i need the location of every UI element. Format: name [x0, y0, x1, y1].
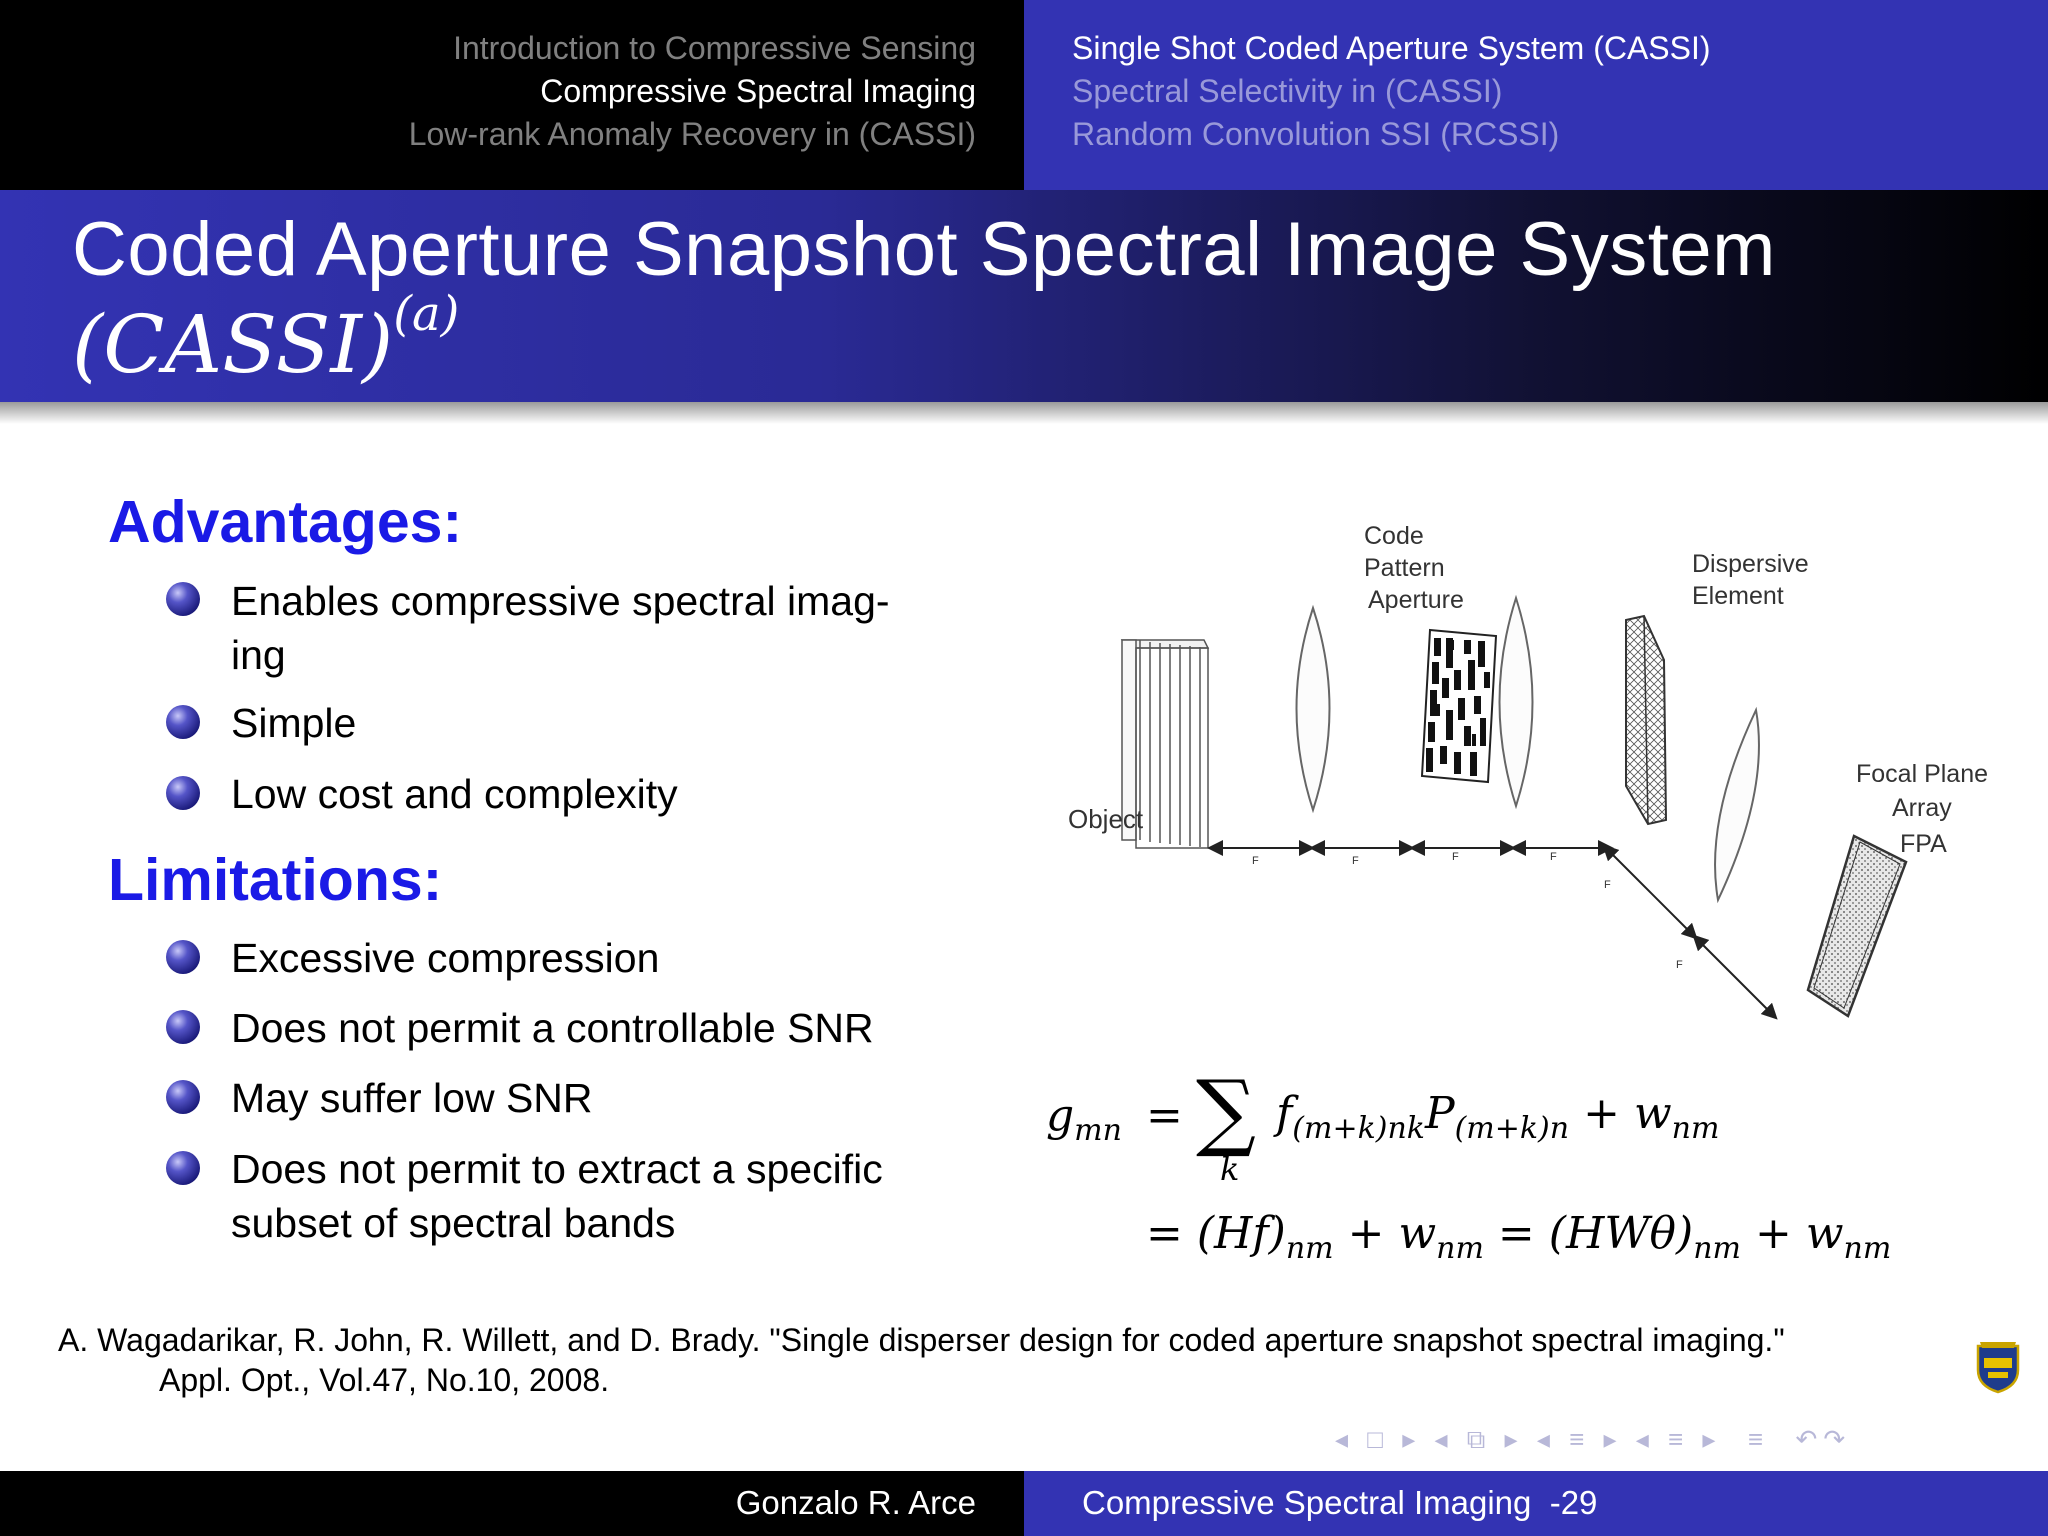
advantage-item: Simple — [231, 700, 357, 746]
footer-right — [1024, 1471, 2048, 1536]
fpa-label: FPA — [1900, 830, 1947, 858]
lens-icon — [1500, 598, 1533, 806]
frame-title-acronym: (CASSI)$^{(a)}$ — [72, 286, 460, 391]
dispersive-element-icon — [1626, 616, 1666, 824]
bullet-icon — [166, 705, 200, 739]
section-nav — [0, 0, 1024, 190]
frame-title-bar — [0, 190, 2048, 402]
bullet-icon — [166, 776, 200, 810]
citation-line-1: A. Wagadarikar, R. John, R. Willett, and D. Brady. "Single disperser design for coded aperture snapshot spectral imaging." — [58, 1322, 1785, 1358]
array-label: Array — [1892, 794, 1952, 822]
advantage-item: Enables compressive spectral imag- ing — [231, 578, 890, 678]
focal-f-label: F — [1352, 855, 1359, 867]
nav-subsection-rcssi[interactable]: Random Convolution SSI (RCSSI) — [1072, 116, 1560, 152]
limitation-item: Does not permit to extract a specific subset of spectral bands — [231, 1146, 883, 1246]
dispersive-label: Dispersive — [1692, 550, 1809, 578]
code-label: Code — [1364, 522, 1424, 550]
focal-distance-arrows — [1215, 848, 1772, 1014]
nav-subsection-current[interactable]: Single Shot Coded Aperture System (CASSI) — [1072, 30, 1711, 66]
limitation-item: Excessive compression — [231, 935, 660, 981]
title-shadow — [0, 402, 2048, 424]
equation-equals: = — [1146, 1090, 1183, 1141]
focal-f-label: F — [1550, 851, 1557, 863]
focal-plane-label: Focal Plane — [1856, 760, 1989, 788]
nav-section-current[interactable]: Compressive Spectral Imaging — [540, 73, 976, 109]
element-label: Element — [1692, 582, 1784, 610]
reference-citation — [58, 1320, 1785, 1400]
focal-f-label: F — [1604, 879, 1611, 891]
bullet-icon — [166, 582, 200, 616]
beamer-navigation-symbols[interactable]: ◂ □ ▸ ◂ ⧉ ▸ ◂ ≡ ▸ ◂ ≡ ▸ ≡ ↶↷ — [1335, 1424, 1852, 1454]
footer-title: Compressive Spectral Imaging -29 — [1082, 1484, 1598, 1521]
object-label: Object — [1068, 804, 1144, 834]
lens-icon — [1297, 608, 1330, 810]
page-number: -29 — [1549, 1484, 1598, 1521]
cassi-optical-diagram — [1050, 520, 2010, 1030]
bullet-icon — [166, 1151, 200, 1185]
equation-rhs: $f_{(m+k)nk}P_{(m+k)n} + w_{nm}$ — [1276, 1088, 1720, 1146]
summation-index: k — [1220, 1150, 1240, 1188]
bullet-icon — [166, 1010, 200, 1044]
focal-f-label: F — [1252, 855, 1259, 867]
aperture-label: Aperture — [1368, 586, 1464, 614]
footer-left — [0, 1471, 1024, 1536]
focal-f-label: F — [1676, 959, 1683, 971]
frame-title: Coded Aperture Snapshot Spectral Image System — [72, 207, 1776, 292]
equation-lhs: $g_{mn}$ — [1046, 1090, 1122, 1148]
bullet-icon — [166, 940, 200, 974]
citation-line-2: Appl. Opt., Vol.47, No.10, 2008. — [159, 1362, 610, 1398]
footer-author: Gonzalo R. Arce — [735, 1484, 976, 1521]
nav-section-lowrank[interactable]: Low-rank Anomaly Recovery in (CASSI) — [408, 116, 976, 152]
nav-subsection-selectivity[interactable]: Spectral Selectivity in (CASSI) — [1072, 73, 1503, 109]
limitation-item: May suffer low SNR — [231, 1075, 593, 1121]
advantage-item: Low cost and complexity — [231, 771, 678, 817]
focal-f-label: F — [1452, 851, 1459, 863]
coded-aperture-icon — [1422, 630, 1496, 782]
advantages-heading: Advantages: — [108, 489, 463, 555]
summation-symbol: ∑ — [1196, 1062, 1256, 1160]
nav-section-intro[interactable]: Introduction to Compressive Sensing — [453, 30, 976, 66]
limitation-item: Does not permit a controllable SNR — [231, 1005, 874, 1051]
lens-icon — [1715, 710, 1759, 900]
limitations-heading: Limitations: — [108, 847, 443, 913]
equation-line2: = $(Hf)_{nm} + w_{nm} = (HW\theta)_{nm} + w_{nm}$ — [1146, 1208, 1892, 1266]
header-navigation — [0, 0, 2048, 190]
bullet-icon — [166, 1080, 200, 1114]
university-seal-icon — [1974, 1340, 2022, 1394]
pattern-label: Pattern — [1364, 554, 1445, 582]
subsection-nav — [1024, 0, 2048, 190]
footer-bar — [0, 1471, 2048, 1536]
focal-plane-array-icon — [1808, 836, 1906, 1016]
